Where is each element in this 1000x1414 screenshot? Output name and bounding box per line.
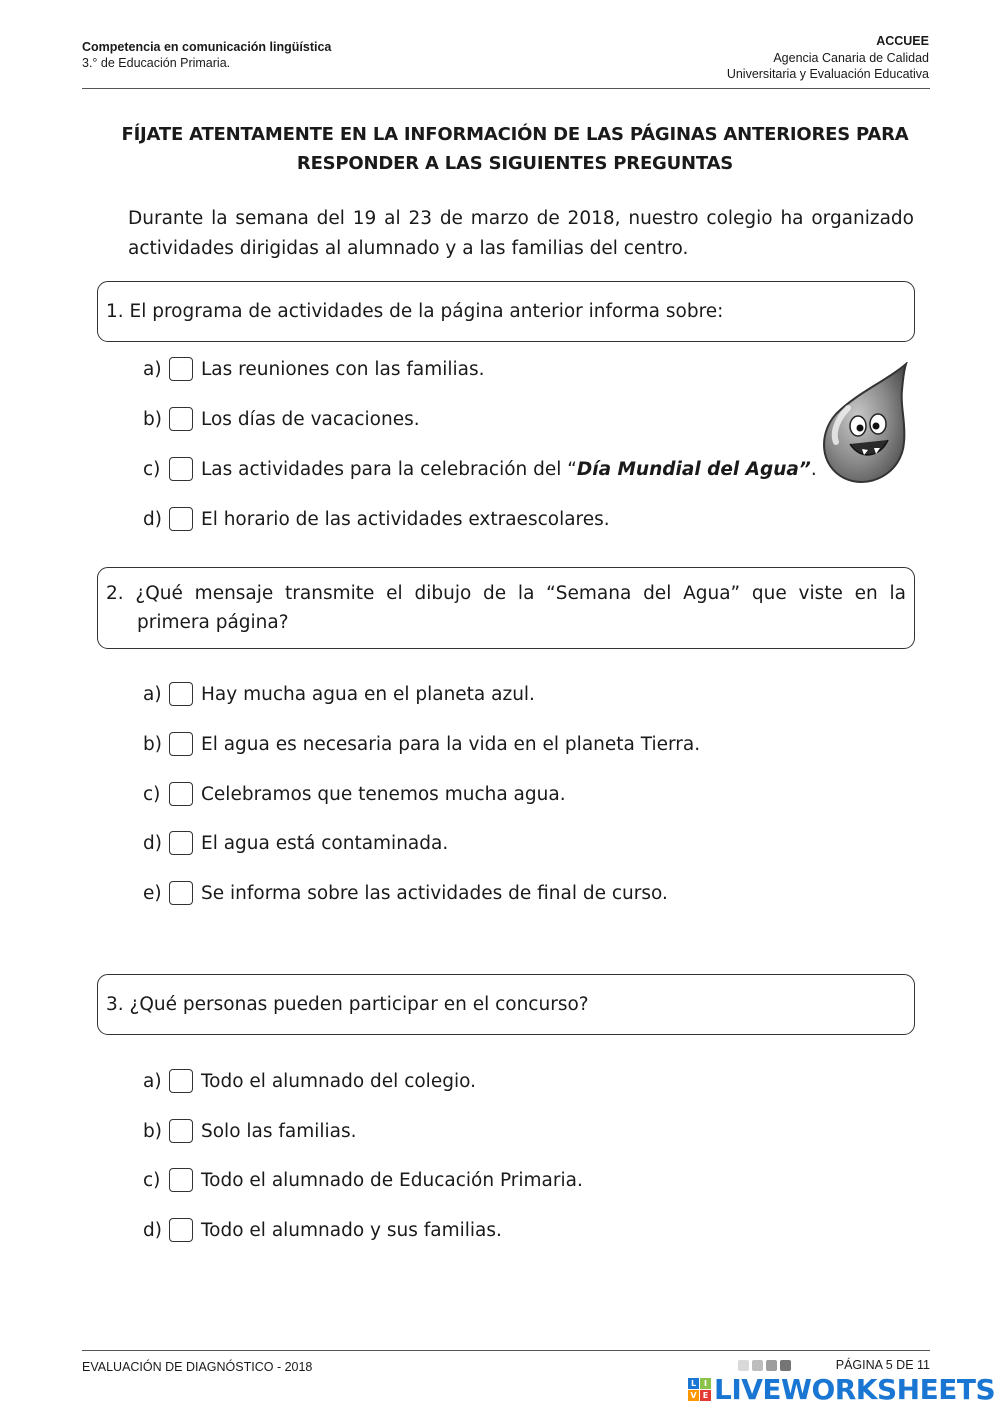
q1-option-b[interactable] [143, 404, 420, 434]
q3-option-b[interactable] [143, 1116, 357, 1146]
q2-option-a[interactable] [143, 679, 535, 709]
option-text: Se informa sobre las actividades de final de curso. [201, 882, 668, 904]
question-1-box [97, 281, 915, 342]
answer-checkbox[interactable] [169, 881, 193, 905]
q1-option-d[interactable] [143, 504, 610, 534]
option-label: a) [143, 358, 162, 380]
option-text-after: . [810, 458, 817, 480]
answer-checkbox[interactable] [169, 407, 193, 431]
agency-acronym: ACCUEE [876, 34, 929, 48]
option-text: Celebramos que tenemos mucha agua. [201, 783, 566, 805]
answer-checkbox[interactable] [169, 1119, 193, 1143]
water-drop-mascot-icon [818, 362, 910, 484]
header-right [727, 33, 929, 83]
q3-option-c[interactable] [143, 1165, 583, 1195]
option-text-emphasis: Día Mundial del Agua” [576, 458, 811, 480]
answer-checkbox[interactable] [169, 357, 193, 381]
question-2-text-line2: primera página? [137, 612, 289, 633]
page-title-line1: FÍJATE ATENTAMENTE EN LA INFORMACIÓN DE LAS PÁGINAS ANTERIORES PARA [121, 124, 909, 145]
q3-option-a[interactable] [143, 1066, 476, 1096]
dot-icon [738, 1360, 749, 1371]
option-text: El agua es necesaria para la vida en el planeta Tierra. [201, 733, 701, 755]
logo-letter: I [700, 1378, 711, 1389]
footer-divider [82, 1350, 930, 1351]
option-label: e) [143, 882, 162, 904]
grade-subtitle: 3.° de Educación Primaria. [82, 56, 231, 70]
option-text: El horario de las actividades extraescolares. [201, 508, 610, 530]
logo-letter: L [688, 1378, 699, 1389]
question-1-text: 1. El programa de actividades de la página anterior informa sobre: [106, 301, 724, 322]
option-text: Todo el alumnado del colegio. [201, 1070, 476, 1092]
header-divider [82, 88, 930, 89]
option-text: Hay mucha agua en el planeta azul. [201, 683, 535, 705]
question-2-box [97, 567, 915, 649]
option-label: d) [143, 832, 162, 854]
option-label: b) [143, 1120, 162, 1142]
answer-checkbox[interactable] [169, 457, 193, 481]
option-label: a) [143, 1070, 162, 1092]
answer-checkbox[interactable] [169, 732, 193, 756]
question-2-text-line1: 2. ¿Qué mensaje transmite el dibujo de la “Semana del Agua” que viste en la [106, 583, 906, 604]
competency-title: Competencia en comunicación lingüística [82, 40, 332, 54]
question-3-box [97, 974, 915, 1035]
option-text: El agua está contaminada. [201, 832, 449, 854]
footer-evaluation: EVALUACIÓN DE DIAGNÓSTICO - 2018 [82, 1360, 313, 1374]
answer-checkbox[interactable] [169, 1069, 193, 1093]
option-text: Todo el alumnado y sus familias. [201, 1219, 502, 1241]
option-text-before: Las actividades para la celebración del “ [201, 458, 577, 480]
liveworksheets-logo[interactable] [688, 1373, 995, 1406]
option-label: b) [143, 733, 162, 755]
option-label: c) [143, 783, 161, 805]
liveworksheets-logo-icon [688, 1378, 711, 1401]
header-left [82, 39, 331, 71]
option-text: Las reuniones con las familias. [201, 358, 485, 380]
dot-icon [780, 1360, 791, 1371]
agency-name-line2: Universitaria y Evaluación Educativa [726, 67, 929, 81]
intro-paragraph: Durante la semana del 19 al 23 de marzo de 2018, nuestro colegio ha organizado actividades dirigidas al alumnado y a las familias del centro. [128, 208, 914, 259]
answer-checkbox[interactable] [169, 682, 193, 706]
option-label: d) [143, 508, 162, 530]
agency-name-line1: Agencia Canaria de Calidad [773, 50, 929, 65]
answer-checkbox[interactable] [169, 1168, 193, 1192]
q1-option-a[interactable] [143, 354, 485, 384]
q1-option-c[interactable] [143, 454, 817, 484]
logo-letter: E [700, 1390, 711, 1401]
dot-icon [766, 1360, 777, 1371]
logo-letter: V [688, 1390, 699, 1401]
page-title-line2: RESPONDER A LAS SIGUIENTES PREGUNTAS [296, 153, 734, 174]
answer-checkbox[interactable] [169, 782, 193, 806]
q2-option-d[interactable] [143, 828, 448, 858]
dot-icon [752, 1360, 763, 1371]
answer-checkbox[interactable] [169, 507, 193, 531]
option-label: d) [143, 1219, 162, 1241]
option-text: Los días de vacaciones. [201, 408, 420, 430]
option-text: Solo las familias. [201, 1120, 357, 1142]
answer-checkbox[interactable] [169, 831, 193, 855]
answer-checkbox[interactable] [169, 1218, 193, 1242]
page-dots-icon [738, 1360, 791, 1371]
page-title [100, 120, 930, 178]
option-label: c) [143, 458, 161, 480]
option-label: c) [143, 1169, 161, 1191]
option-label: b) [143, 408, 162, 430]
option-label: a) [143, 683, 162, 705]
question-3-text: 3. ¿Qué personas pueden participar en el concurso? [106, 994, 589, 1015]
q2-option-e[interactable] [143, 878, 668, 908]
q3-option-d[interactable] [143, 1215, 502, 1245]
liveworksheets-logo-text: LIVEWORKSHEETS [714, 1373, 996, 1406]
page-number: PÁGINA 5 DE 11 [835, 1358, 930, 1372]
q2-option-c[interactable] [143, 779, 566, 809]
option-text: Todo el alumnado de Educación Primaria. [201, 1169, 583, 1191]
q2-option-b[interactable] [143, 729, 700, 759]
